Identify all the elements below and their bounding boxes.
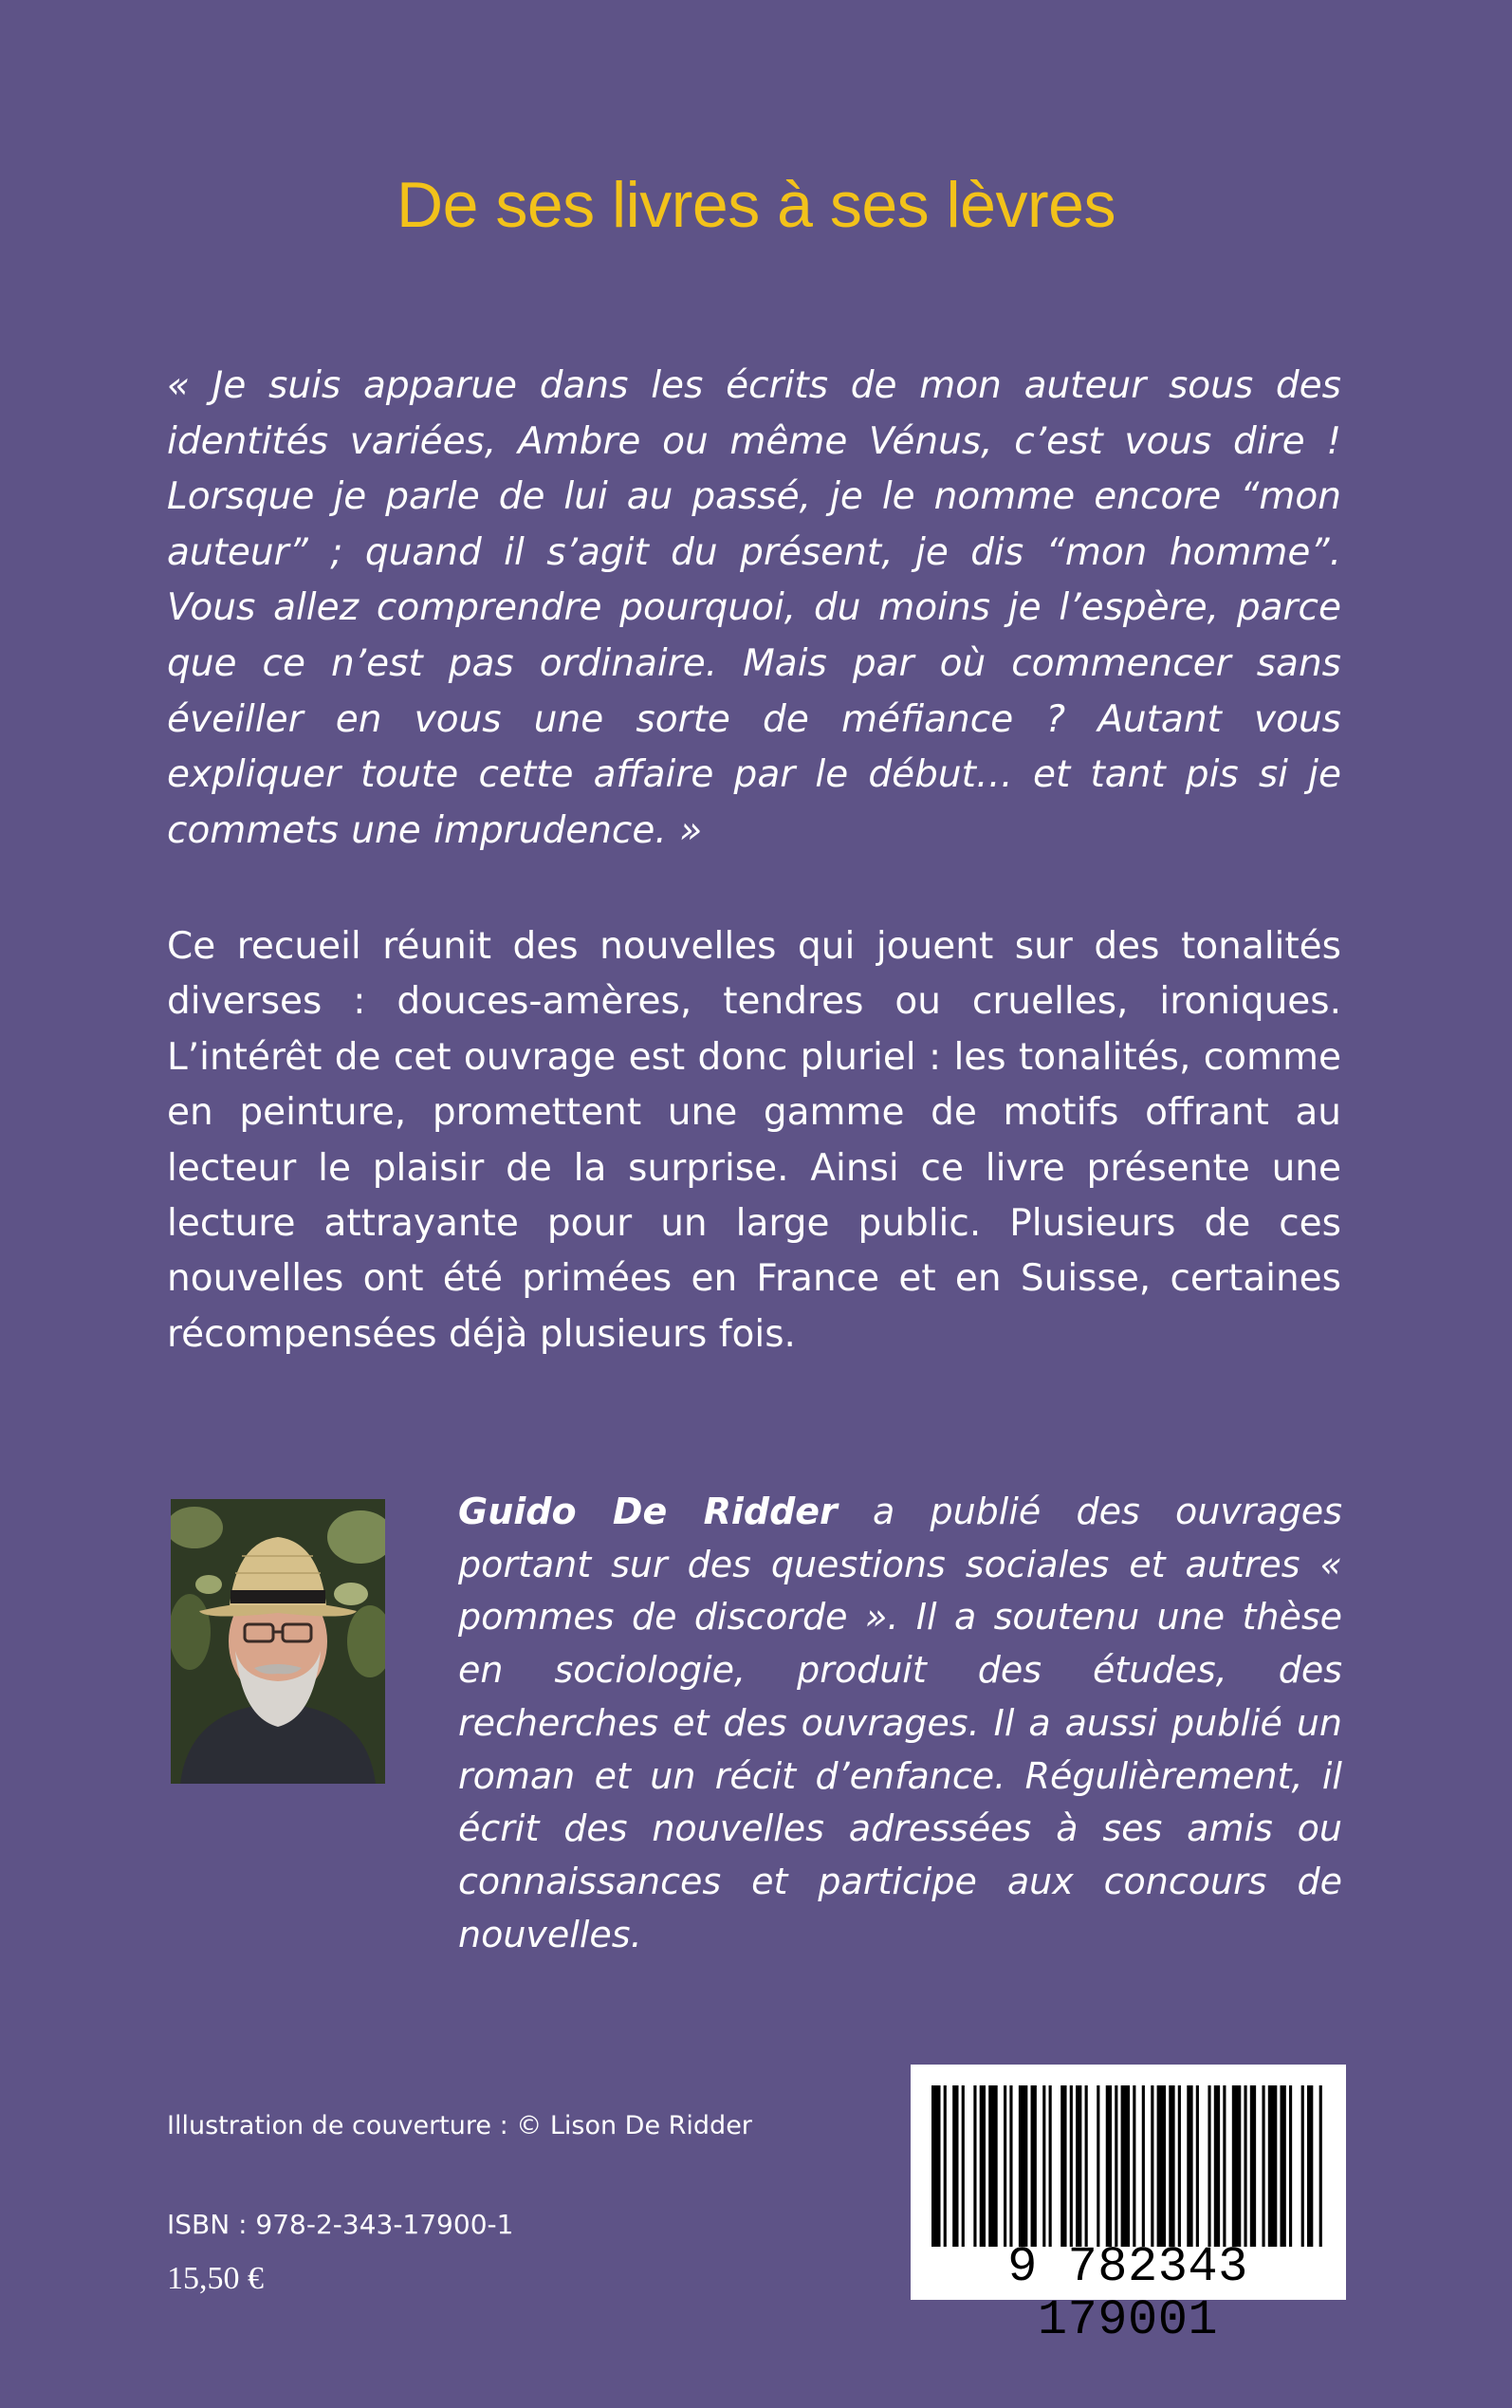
barcode xyxy=(911,2065,1346,2348)
barcode-bar xyxy=(1031,2085,1037,2247)
barcode-bar xyxy=(1042,2085,1045,2247)
barcode-bar xyxy=(988,2085,998,2247)
barcode-bar xyxy=(1070,2085,1073,2247)
book-summary: Ce recueil réunit des nouvelles qui jouent sur des tonalités diverses : douces-amères, tendres ou cruelles, ironiques. L’intérêt de cet ouvrage est donc pluriel : les tonalités, comme en peinture, promettent une gamme de motifs offrant au lecteur le plaisir de la surprise. Ainsi ce livre présente une lecture attrayante pour un large public. Plusieurs de ces nouvelles ont été primées en France et en Suisse, certaines récompensées déjà plusieurs fois. xyxy=(167,925,1341,1356)
barcode-bar xyxy=(1301,2085,1304,2247)
author-bio-text: a publié des ouvrages portant sur des questions sociales et autres « pommes de discorde ». Il a soutenu une thèse en sociologie, produit des études, des recherches et des ouvrages. Il a aussi publié un roman et un récit d’enfance. Régulièrement, il écrit des nouvelles adressées à ses amis ou connaissances et participe aux concours de nouvelles. xyxy=(458,1491,1342,1955)
barcode-bar xyxy=(1060,2085,1066,2247)
barcode-bar xyxy=(1223,2085,1226,2247)
barcode-bar xyxy=(1268,2085,1278,2247)
barcode-bar xyxy=(1085,2085,1088,2247)
barcode-bar xyxy=(1121,2085,1131,2247)
author-name: Guido De Ridder xyxy=(458,1491,838,1532)
barcode-bar xyxy=(1289,2085,1292,2247)
barcode-bar xyxy=(952,2085,958,2247)
barcode-bar xyxy=(1133,2085,1135,2247)
barcode-bar xyxy=(1049,2085,1052,2247)
barcode-bar xyxy=(1307,2085,1313,2247)
barcode-bar xyxy=(1157,2085,1167,2247)
isbn: ISBN : 978-2-343-17900-1 xyxy=(167,2209,514,2240)
price: 15,50 € xyxy=(167,2261,264,2296)
barcode-bar xyxy=(1115,2085,1117,2247)
barcode-bar xyxy=(980,2085,986,2247)
barcode-bar xyxy=(1178,2085,1181,2247)
barcode-bar xyxy=(931,2085,941,2247)
barcode-bar xyxy=(1004,2085,1006,2247)
illustration-credit: Illustration de couverture : © Lison De Ridder xyxy=(167,2111,752,2140)
barcode-bar xyxy=(1097,2085,1099,2247)
author-photo xyxy=(171,1499,385,1784)
excerpt-quote: « Je suis apparue dans les écrits de mon auteur sous des identités variées, Ambre ou même Vénus, c’est vous dire ! Lorsque je parle de lui au passé, je le nomme encore “mon auteur” ; quand il s’agit du présent, je dis “mon homme”. Vous allez comprendre pourquoi, du moins je l’espère, parce que ce n’est pas ordinaire. Mais par où commencer sans éveiller en vous une sorte de méfiance ? Autant vous expliquer toute cette affaire par le début… et tant pis si je commets une imprudence. » xyxy=(167,364,1341,852)
barcode-bar xyxy=(1232,2085,1242,2247)
barcode-bar xyxy=(1076,2085,1081,2247)
barcode-bar xyxy=(1187,2085,1192,2247)
barcode-bar xyxy=(944,2085,947,2247)
barcode-bar xyxy=(1169,2085,1174,2247)
author-bio xyxy=(458,1486,1342,1961)
barcode-bars xyxy=(931,2085,1325,2247)
barcode-bar xyxy=(1250,2085,1256,2247)
barcode-bar xyxy=(973,2085,976,2247)
barcode-bar xyxy=(962,2085,965,2247)
barcode-bar xyxy=(1319,2085,1322,2247)
barcode-bar xyxy=(1244,2085,1246,2247)
barcode-bar xyxy=(1106,2085,1112,2247)
barcode-bar xyxy=(1151,2085,1153,2247)
barcode-bar xyxy=(1142,2085,1145,2247)
barcode-number: 9 782343 179001 xyxy=(1007,2239,1248,2348)
barcode-bar xyxy=(1009,2085,1012,2247)
barcode-bar xyxy=(1019,2085,1028,2247)
book-title: De ses livres à ses lèvres xyxy=(396,169,1116,241)
barcode-bar xyxy=(1196,2085,1199,2247)
barcode-bar xyxy=(1262,2085,1264,2247)
barcode-bar xyxy=(1208,2085,1210,2247)
barcode-bar xyxy=(1280,2085,1285,2247)
barcode-bar xyxy=(1214,2085,1220,2247)
